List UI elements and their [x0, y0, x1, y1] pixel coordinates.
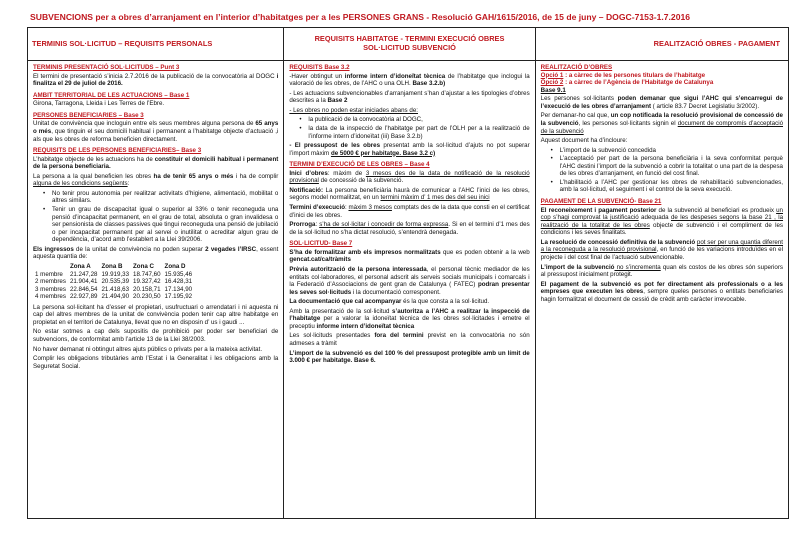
paragraph: Inici d’obres: màxim de 3 mesos des de la data de notificació de la resolució provisional de concessió de la subvenció. [289, 169, 530, 185]
paragraph: Les persones sol·licitants poden demanar que sigui l’AHC qui s’encarregui de l’execució de les obres d’arranjament ( article 83.7 Decret Legislatiu 3/2002). [540, 95, 783, 110]
paragraph: Per demanar-ho cal que, un cop notificada la resolució provisional de concessió de la subvenció, les persones sol·licitants signin el document de compromís d’acceptació de la subvenció [540, 112, 784, 135]
list-item: • Tenir un grau de discapacitat igual o superior al 33% o tenir reconeguda una pensió d’incapacitat permanent, en el grau de total, absoluta o gran invalidesa o ser pensionista de classes passives que tingui reconeguda una pensió de jubilació o per incapacitat permanent per al servei o inutilitat o acreditar algun grau de dependència, d’acord amb l’establert a la Llei 39/2006. [43, 206, 278, 244]
paragraph: Amb la presentació de la sol·licitud s’autoritza a l’AHC a realitzar la inspecció de l’habitatge per a valorar la idoneïtat tècnica de les obres sol·licitades i emetre el preceptiu informe intern d’idoneïtat tècnica [289, 307, 530, 330]
list-item: • la publicació de la convocatòria al DOGC, [299, 116, 529, 124]
table-row: 1 membre 21.247,28 19.919,33 18.747,60 15.935,46 [35, 270, 193, 278]
info-table [27, 27, 789, 519]
paragraph: - Les obres no poden estar iniciades abans de: [289, 106, 418, 114]
conditions-list [299, 116, 529, 140]
section-heading-persones: PERSONES BENEFICIARIES – Base 3 [33, 111, 144, 119]
section-heading-terminis: TERMINIS PRESENTACIÓ SOL·LICITUDS – Punt 3 [33, 64, 180, 71]
paragraph: La documentació que cal acompanyar és la que consta a la sol·licitud. [289, 298, 490, 306]
paragraph: S’ha de formalitzar amb els impresos normalitzats que es poden obtenir a la web gencat.cat/ca/tràmits [289, 248, 530, 264]
paragraph: L’import de la subvenció es del 100 % del pressupost protegible amb un límit de 3.000 € per habitatge. Base 6. [289, 349, 530, 365]
paragraph: La resolució de concessió definitiva de la subvenció pot ser per una quantia diferent a la reconeguda a la resolució provisional, en funció de les variacions introduïdes en el projecte i del cost final de l’actuació subvencionable. [540, 238, 783, 261]
paragraph: El termini de presentació s’inicia 2.7.2016 de la publicació de la convocatòria al DOGC i finalitza el 29 de juliol de 2016. [33, 72, 279, 88]
section-heading-termini: TERMINI D’EXECUCIÓ DE LES OBRES – Base 4 [289, 161, 430, 169]
paragraph: No haver demanat ni obtingut altres ajuts públics o privats per a la mateixa activitat. [33, 345, 263, 353]
column-header: REALITZACIÓ OBRES - PAGAMENT [536, 28, 788, 61]
column-body [28, 61, 283, 518]
paragraph: - El pressupost de les obres presentat amb la sol·licitud d’ajuts no pot superar l’import màxim de 5000 € per habitatge. Base 3.2 c) [289, 142, 530, 157]
base-reference: Base 9.1 [540, 86, 566, 94]
section-heading-requisits: REQUISITS Base 3.2 [289, 64, 350, 71]
paragraph: Termini d’execució: màxim 3 mesos comptats des de la data que consti en el certificat d’inici de les obres. [289, 204, 530, 219]
paragraph: L’habitatge objecte de les actuacions ha de constituir el domicili habitual i permanent de la persona beneficiaria. [33, 155, 279, 171]
document-contents-list [551, 147, 783, 194]
column-realitzacio-obres [536, 28, 788, 518]
column-header: REQUISITS HABITATGE - TERMINI EXECUCIÓ OBRES SOL·LICITUD SUBVENCIÓ [284, 28, 534, 61]
section-heading-sollicitud: SOL·LICITUD- Base 7 [289, 240, 353, 248]
column-body [536, 61, 788, 518]
column-header: TERMINIS SOL·LICITUD – REQUISITS PERSONALS [28, 28, 283, 61]
paragraph: Complir les obligacions tributàries amb l’Estat i la Generalitat i les obligacions amb la Seguretat Social. [33, 355, 279, 370]
paragraph: Les sol·licituds presentades fora del termini previst en la convocatòria no són admeses a tràmit [289, 332, 530, 347]
list-item: • la data de la inspecció de l’habitatge per part de l’OLH per a la realització de l’informe intern d’idoneïtat (iii) Base 3.2.b) [299, 125, 529, 140]
paragraph: Prorroga: s’ha de sol·licitar i concedir de forma expressa. Si en el termini d’1 mes des de la sol·licitud no s’ha dictat resolució, s’entendrà denegada. [289, 221, 530, 236]
section-heading-ambit: AMBIT TERRITORIAL DE LES ACTUACIONS – Base 1 [33, 91, 190, 99]
list-item: • L’habilitació a l’AHC per gestionar les obres de rehabilitació subvencionades, amb la sol·licitud, el seguiment i el control de la seva execució. [551, 179, 783, 194]
paragraph: Prèvia autorització de la persona interessada, el personal tècnic mediador de les entitats col·laboradores, el personal adscrit als serveis socials municipals i comarcals i la Federació d’Associacions de gent gran de Catalunya ( FATEC) podran presentar les seves sol·licituds i la documentació corresponent. [289, 265, 530, 296]
table-row: 3 membres 22.846,54 21.418,63 20.158,71 17.134,90 [35, 285, 193, 293]
paragraph: El reconeixement i pagament posterior de la subvenció al beneficiari es produeix un cop s’hagi comprovat la justificació adequada de les despeses segons la base 21 , la realització de la totalitat de les obres objecte de subvenció i el compliment de les condicions i les seves finalitats. [540, 206, 784, 237]
option-1: Opció 1 : a càrrec de les persones titulars de l’habitatge [540, 71, 706, 79]
table-row: 4 membres 22.927,89 21.494,90 20.230,50 17.195,92 [35, 293, 193, 301]
paragraph: Aquest document ha d’incloure: [540, 137, 628, 145]
list-item: • L’import de la subvenció concedida [551, 147, 783, 155]
conditions-list [43, 190, 278, 244]
column-body [284, 61, 534, 518]
section-heading-requisits: REQUISITS DE LES PERSONES BENEFICIARIES– Base 3 [33, 147, 202, 155]
paragraph: La persona sol·licitant ha d’esser el propietari, usufructuari o arrendatari i ni aquesta ni cap del altres membres de la unitat de convivència poden tenir cap altre habitatge en propietat en el territori de Catalunya, llevat que no en disposin d’ us i gaudi ... [33, 303, 279, 326]
table-header-row: Zona A Zona B Zona C Zona D [69, 262, 186, 270]
paragraph: Girona, Tarragona, Lleida i Les Terres de l’Ebre. [33, 100, 165, 108]
option-2: Opció 2 : a càrrec de l’Agència de l’Habitatge de Catalunya [540, 79, 714, 87]
table-row: 2 membres 21.904,41 20.535,39 19.327,42 16.428,31 [35, 278, 193, 286]
paragraph: La persona a la qual beneficien les obres ha de tenir 65 anys o més i ha de complir alguna de les condicions següents: [33, 172, 279, 188]
paragraph: -Haver obtingut un informe intern d’idoneïtat tècnica de l’habitatge que inclogui la valoració de les obres, de l’AHC o una OLH. Base 3.2.b) [289, 72, 530, 88]
paragraph: No estar sotmes a cap dels supositis de prohibició per poder ser beneficiari de subvencions, de conformitat amb l’article 13 de la Llei 38/2003. [33, 328, 279, 343]
list-item: • L’acceptació per part de la persona beneficiària i la seva conformitat perquè l’AHC destini l’import de la subvenció a cobrir la totalitat o una part de la despesa de les obres d’arranjament, en funció del cost final. [551, 155, 783, 178]
column-requisits-personals [28, 28, 284, 518]
paragraph: El pagament de la subvenció es pot fer directament als professionals o a les empreses que executen les obres, sempre queles persones o entitats beneficiaries hagin formalitzat el document de cessió de crèdit amb caràcter irrevocable. [540, 280, 783, 303]
paragraph: L’import de la subvenció no s’incrementa quan els costos de les obres són superiors al pressupost inicialment protegit. [540, 263, 784, 279]
document-title: SUBVENCIONS per a obres d’arranjament en l’interior d’habitatges per a les PERSONES GRANS - Resolució GAH/1615/2016, de 15 de juny – DOGC-7153-1.7.2016 [30, 12, 691, 22]
section-heading-pagament: PAGAMENT DE LA SUBVENCIÓ- Base 21 [540, 198, 662, 205]
paragraph: Unitat de convivència que incloguin entre els seus membres alguna persona de 65 anys o més, que tinguin el seu domicili habitual i permanent a l’habitatge objecte d’actuació ,i als que les obres de reforma beneficien directament. [33, 120, 279, 143]
paragraph: Els ingressos de la unitat de convivència no poden superar 2 vegades l’IRSC, essent aquesta quantia de: [33, 245, 279, 261]
paragraph: - Les actuacions subvencionables d’arranjament s’han d’ajustar a les tipologies d’obres descrites a la Base 2 [289, 89, 530, 105]
column-requisits-habitatge [284, 28, 535, 518]
income-table [35, 263, 196, 301]
section-heading-realitzacio: REALITZACIÓ D’OBRES [540, 64, 613, 71]
paragraph: Notificació: La persona beneficiària haurà de comunicar a l’AHC l’inici de les obres, segons model normalitzat, en un termini màxim d’ 1 mes des del seu inici [289, 186, 530, 202]
list-item: • No tenir prou autonomia per realitzar activitats d’higiene, alimentació, mobilitat o altres similars. [43, 190, 278, 205]
